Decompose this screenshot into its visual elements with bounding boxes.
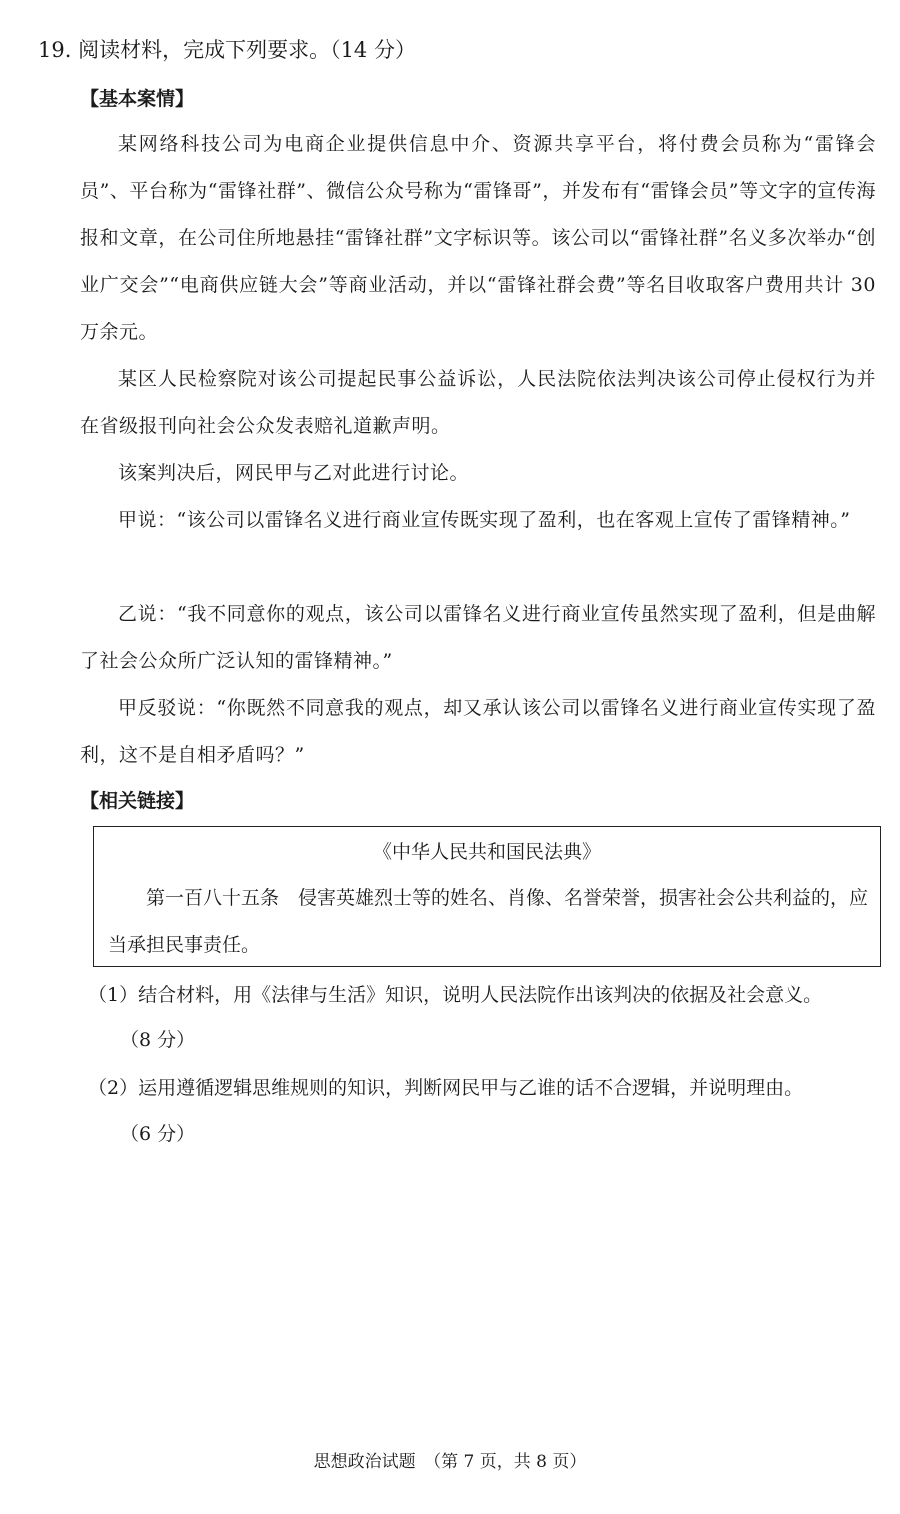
sub-question-2: （2）运用遵循逻辑思维规则的知识，判断网民甲与乙谁的话不合逻辑，并说明理由。 [88,1077,804,1099]
sub-question-1-score: （8 分） [120,1029,196,1051]
case-paragraph-2: 某区人民检察院对该公司提起民事公益诉讼，人民法院依法判决该公司停止侵权行为并在省级报刊向社会公众发表赔礼道歉声明。 [80,368,876,437]
question-title: 19. 阅读材料，完成下列要求。（14 分） [38,38,416,62]
law-article-text: 第一百八十五条 侵害英雄烈士等的姓名、肖像、名誉荣誉，损害社会公共利益的，应当承担民事责任。 [108,887,869,956]
case-paragraph-6: 甲反驳说：“你既然不同意我的观点，却又承认该公司以雷锋名义进行商业宣传实现了盈利，这不是自相矛盾吗？” [80,697,876,766]
page-footer: 思想政治试题 （第 7 页，共 8 页） [313,1452,587,1472]
sub-question-1: （1）结合材料，用《法律与生活》知识，说明人民法院作出该判决的依据及社会意义。 [88,984,823,1006]
case-heading: 【基本案情】 [80,88,195,110]
case-paragraph-4: 甲说：“该公司以雷锋名义进行商业宣传既实现了盈利，也在客观上宣传了雷锋精神。” [118,509,851,531]
law-title: 《中华人民共和国民法典》 [372,841,601,863]
case-paragraph-3: 该案判决后，网民甲与乙对此进行讨论。 [118,462,470,484]
case-paragraph-5: 乙说：“我不同意你的观点，该公司以雷锋名义进行商业宣传虽然实现了盈利，但是曲解了社会公众所广泛认知的雷锋精神。” [80,603,876,672]
link-heading: 【相关链接】 [80,790,195,812]
sub-question-2-score: （6 分） [120,1123,196,1145]
law-excerpt-box [93,826,881,967]
case-paragraph-1: 某网络科技公司为电商企业提供信息中介、资源共享平台，将付费会员称为“雷锋会员”、平台称为“雷锋社群”、微信公众号称为“雷锋哥”，并发布有“雷锋会员”等文字的宣传海报和文章，在公司住所地悬挂“雷锋社群”文字标识等。该公司以“雷锋社群”名义多次举办“创业广交会”“电商供应链大会”等商业活动，并以“雷锋社群会费”等名目收取客户费用共计 30 万余元。 [80,133,876,343]
